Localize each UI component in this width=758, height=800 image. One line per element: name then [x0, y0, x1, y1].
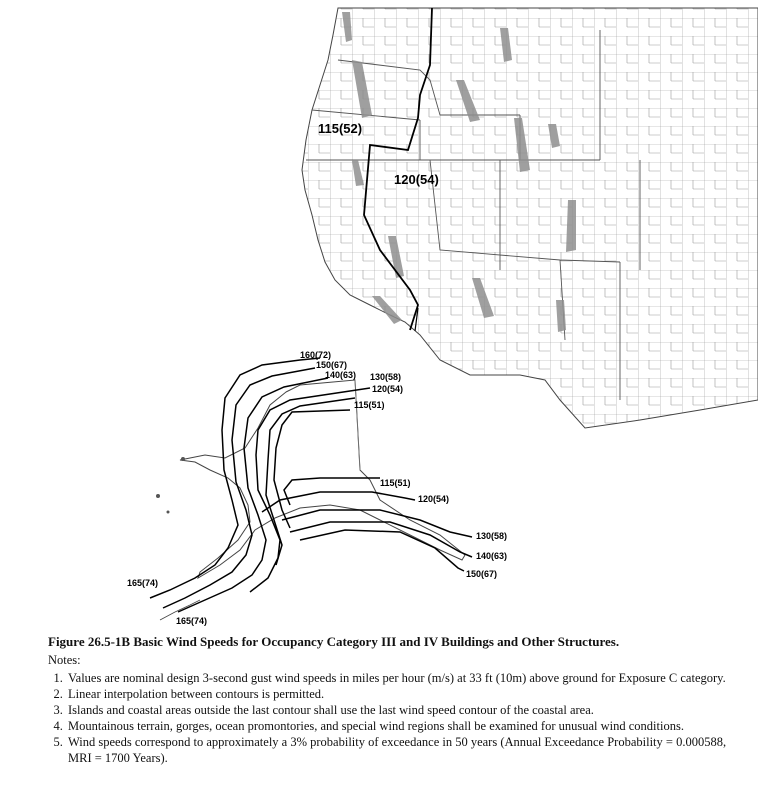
note-item: 3. Islands and coastal areas outside the last contour shall use the last wind speed contour of the coastal area. [66, 702, 748, 718]
label-140-63: 140(63) [325, 370, 357, 380]
label-120-54-mid: 120(54) [418, 494, 450, 504]
notes-heading: Notes: [48, 653, 81, 667]
note-item: 4. Mountainous terrain, gorges, ocean promontories, and special wind regions shall be examined for unusual wind conditions. [66, 718, 748, 734]
figure-title: Figure 26.5-1B Basic Wind Speeds for Occupancy Category III and IV Buildings and Other Structures. [48, 634, 620, 649]
label-120-54: 120(54) [372, 384, 404, 394]
label-115-51: 115(51) [354, 400, 385, 410]
notes-list [48, 670, 748, 766]
western-us-region [302, 8, 758, 428]
figure-caption [48, 634, 748, 766]
conus-label-120: 120(54) [394, 172, 439, 187]
label-150-67-right: 150(67) [466, 569, 498, 579]
note-item: 1. Values are nominal design 3-second gust wind speeds in miles per hour (m/s) at 33 ft (10m) above ground for Exposure C category. [66, 670, 748, 686]
label-115-51-mid: 115(51) [380, 478, 411, 488]
note-item: 2. Linear interpolation between contours is permitted. [66, 686, 748, 702]
conus-label-115: 115(52) [318, 121, 363, 136]
label-165-74-left: 165(74) [127, 578, 159, 588]
note-item: 5. Wind speeds correspond to approximately a 3% probability of exceedance in 50 years (Annual Exceedance Probability = 0.000588, MRI = 1700 Years). [66, 734, 748, 766]
label-130-58-right: 130(58) [476, 531, 508, 541]
label-140-63-right: 140(63) [476, 551, 508, 561]
label-160-72: 160(72) [300, 350, 332, 360]
label-165-74-bottom: 165(74) [176, 616, 208, 626]
label-130-58: 130(58) [370, 372, 402, 382]
label-150-67: 150(67) [316, 360, 348, 370]
